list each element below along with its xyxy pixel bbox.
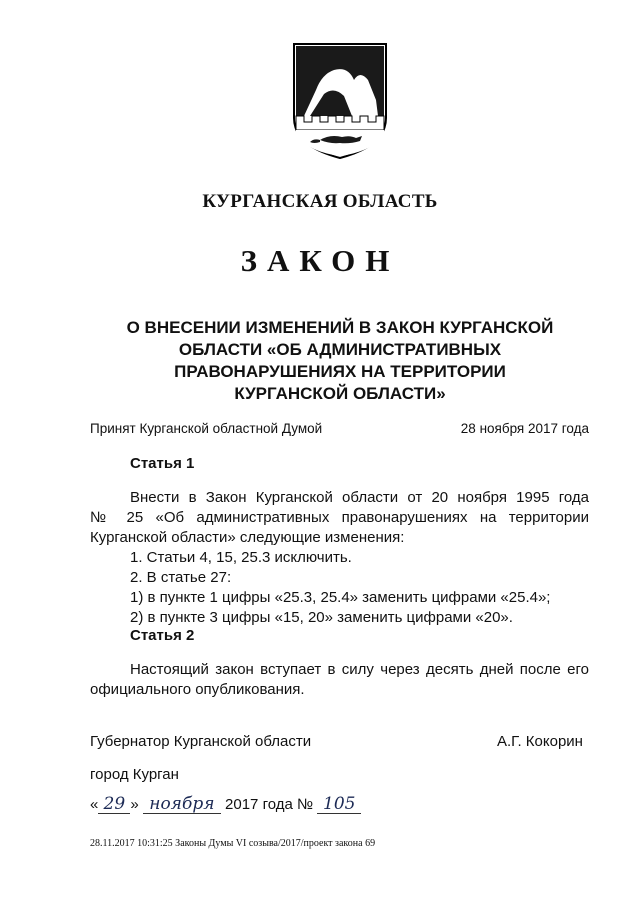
handwritten-month: ноября <box>143 795 221 814</box>
article-1-intro-line: Внести в Закон Курганской области от 20 ноября 1995 года <box>130 489 589 506</box>
article-1-body <box>90 488 589 628</box>
article-1-title: Статья 1 <box>130 455 195 472</box>
document-type-heading: ЗАКОН <box>240 243 400 278</box>
quote-close: » <box>130 796 139 813</box>
coat-of-arms-emblem <box>290 40 390 162</box>
article-1-intro-line: № 25 «Об административных правонарушениях на территории <box>90 509 589 526</box>
article-1-item: 2. В статье 27: <box>130 569 232 586</box>
handwritten-number: 105 <box>317 795 361 814</box>
signatory-name: А.Г. Кокорин <box>497 733 583 750</box>
article-1-item: 1) в пункте 1 цифры «25.3, 25.4» заменить цифрами «25.4»; <box>130 589 551 606</box>
adopted-by-text: Принят Курганской областной Думой <box>90 421 323 436</box>
handwritten-day: 29 <box>98 795 130 814</box>
law-title-line: ПРАВОНАРУШЕНИЯХ НА ТЕРРИТОРИИ <box>174 362 506 381</box>
law-title-line: ОБЛАСТИ «ОБ АДМИНИСТРАТИВНЫХ <box>178 340 502 359</box>
year-text: 2017 года № <box>225 796 314 813</box>
quote-open: « <box>90 796 99 813</box>
article-2-line: официального опубликования. <box>90 681 305 698</box>
law-title <box>90 317 590 405</box>
signing-date-line <box>90 795 361 823</box>
law-title-line: О ВНЕСЕНИИ ИЗМЕНЕНИЙ В ЗАКОН КУРГАНСКОЙ <box>126 318 554 337</box>
law-title-line: КУРГАНСКОЙ ОБЛАСТИ» <box>234 384 446 403</box>
adopted-date-text: 28 ноября 2017 года <box>460 421 589 436</box>
article-2-line: Настоящий закон вступает в силу через десять дней после его <box>130 661 589 678</box>
article-2-title: Статья 2 <box>130 627 195 644</box>
article-1-intro-last: Курганской области» следующие изменения: <box>90 529 405 546</box>
article-1-item: 2) в пункте 3 цифры «15, 20» заменить цифрами «20». <box>130 609 513 626</box>
region-heading: КУРГАНСКАЯ ОБЛАСТЬ <box>202 191 438 212</box>
article-1-item: 1. Статьи 4, 15, 25.3 исключить. <box>130 549 352 566</box>
article-2-body <box>90 660 589 700</box>
signatory-title: Губернатор Курганской области <box>90 733 312 750</box>
footer-file-stamp: 28.11.2017 10:31:25 Законы Думы VI созыва/2017/проект закона 69 <box>90 838 376 849</box>
city-text: город Курган <box>90 766 179 783</box>
